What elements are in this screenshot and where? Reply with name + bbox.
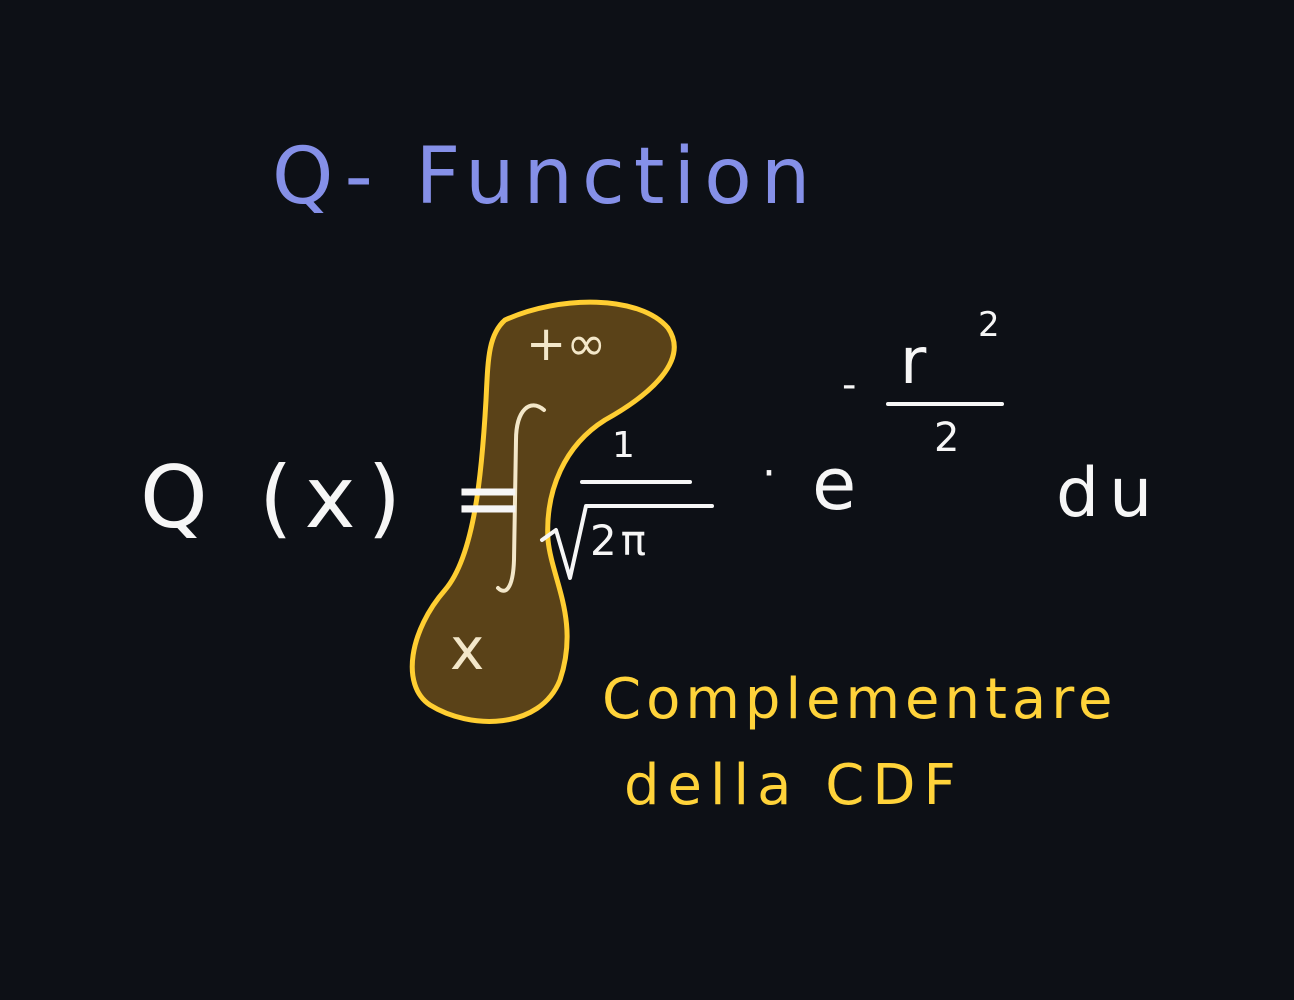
differential: du xyxy=(1056,454,1163,533)
exponent-sign: - xyxy=(842,362,857,408)
exponent-power: 2 xyxy=(978,305,1000,345)
annotation-line-2: della CDF xyxy=(624,753,964,818)
exponential-base: e xyxy=(812,442,857,526)
exponent-numerator: r xyxy=(900,325,927,399)
integral-upper-limit: +∞ xyxy=(526,316,607,372)
integral-lower-limit: x xyxy=(450,615,485,683)
multiply-dot: · xyxy=(762,448,776,499)
fraction-radicand: 2π xyxy=(590,516,651,565)
page-title: Q- Function xyxy=(272,132,820,222)
exponent-denominator: 2 xyxy=(934,415,960,461)
fraction-numerator: 1 xyxy=(612,425,635,466)
annotation-line-1: Complementare xyxy=(602,667,1118,732)
q-function-lhs: Q (x) = xyxy=(140,448,537,548)
